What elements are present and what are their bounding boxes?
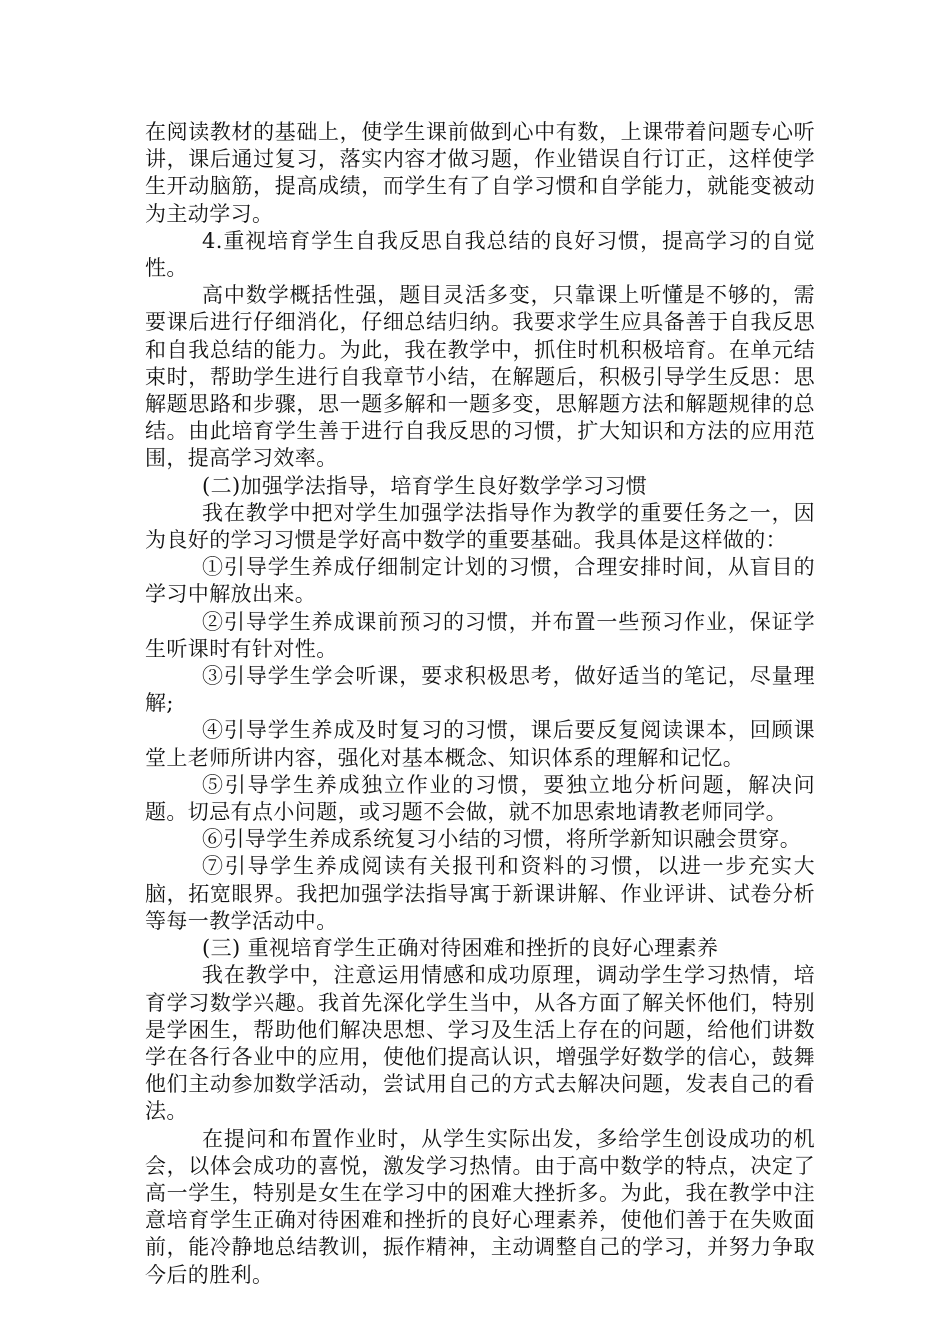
section-heading-4: 4.重视培育学生自我反思自我总结的良好习惯，提高学习的自觉性。 (145, 228, 815, 281)
paragraph-method-guidance: 我在教学中把对学生加强学法指导作为教学的重要任务之一，因为良好的学习习惯是学好高中数学的重要基础。我具体是这样做的： (145, 500, 815, 553)
section-heading-3: (三) 重视培育学生正确对待困难和挫折的良好心理素养 (202, 936, 719, 961)
paragraph-continuation: 在阅读教材的基础上，使学生课前做到心中有数，上课带着问题专心听讲，课后通过复习，落实内容才做习题，作业错误自行订正，这样使学生开动脑筋，提高成绩，而学生有了自学习惯和自学能力，就能变被动为主动学习。 (145, 120, 815, 226)
list-item-7: ⑦引导学生养成阅读有关报刊和资料的习惯，以进一步充实大脑，拓宽眼界。我把加强学法指导寓于新课讲解、作业评讲、试卷分析等每一教学活动中。 (145, 854, 815, 933)
paragraph-success: 在提问和布置作业时，从学生实际出发，多给学生创设成功的机会，以体会成功的喜悦，激发学习热情。由于高中数学的特点，决定了高一学生，特别是女生在学习中的困难大挫折多。为此，我在教学中注意培育学生正确对待困难和挫折的良好心理素养，使他们善于在失败面前，能冷静地总结教训，振作精神，主动调整自己的学习，并努力争取今后的胜利。 (145, 1126, 815, 1287)
paragraph-emotion: 我在教学中，注意运用情感和成功原理，调动学生学习热情，培育学习数学兴趣。我首先深化学生当中，从各方面了解关怀他们，特别是学困生，帮助他们解决思想、学习及生活上存在的问题，给他们讲数学在各行各业中的应用，使他们提高认识，增强学好数学的信心，鼓舞他们主动参加数学活动，尝试用自己的方式去解决问题，发表自己的看法。 (145, 963, 815, 1124)
list-item-3: ③引导学生学会听课，要求积极思考，做好适当的笔记，尽量理解; (145, 664, 815, 716)
section-heading-2: (二)加强学法指导，培育学生良好数学学习习惯 (202, 473, 648, 498)
list-item-2: ②引导学生养成课前预习的习惯，并布置一些预习作业，保证学生听课时有针对性。 (145, 609, 815, 661)
document-body (145, 119, 815, 1289)
list-item-5: ⑤引导学生养成独立作业的习惯，要独立地分析问题，解决问题。切忌有点小问题，或习题不会做，就不加思索地请教老师同学。 (145, 772, 815, 825)
paragraph-reflection: 高中数学概括性强，题目灵活多变，只靠课上听懂是不够的，需要课后进行仔细消化，仔细总结归纳。我要求学生应具备善于自我反思和自我总结的能力。为此，我在教学中，抓住时机积极培育。在单元结束时，帮助学生进行自我章节小结，在解题后，积极引导学生反思：思解题思路和步骤，思一题多解和一题多变，思解题方法和解题规律的总结。由此培育学生善于进行自我反思的习惯，扩大知识和方法的应用范围，提高学习效率。 (145, 283, 815, 471)
list-item-6: ⑥引导学生养成系统复习小结的习惯，将所学新知识融会贯穿。 (202, 827, 802, 852)
list-item-4: ④引导学生养成及时复习的习惯，课后要反复阅读课本，回顾课堂上老师所讲内容，强化对基本概念、知识体系的理解和记忆。 (145, 718, 815, 770)
list-item-1: ①引导学生养成仔细制定计划的习惯，合理安排时间，从盲目的学习中解放出来。 (145, 555, 815, 607)
